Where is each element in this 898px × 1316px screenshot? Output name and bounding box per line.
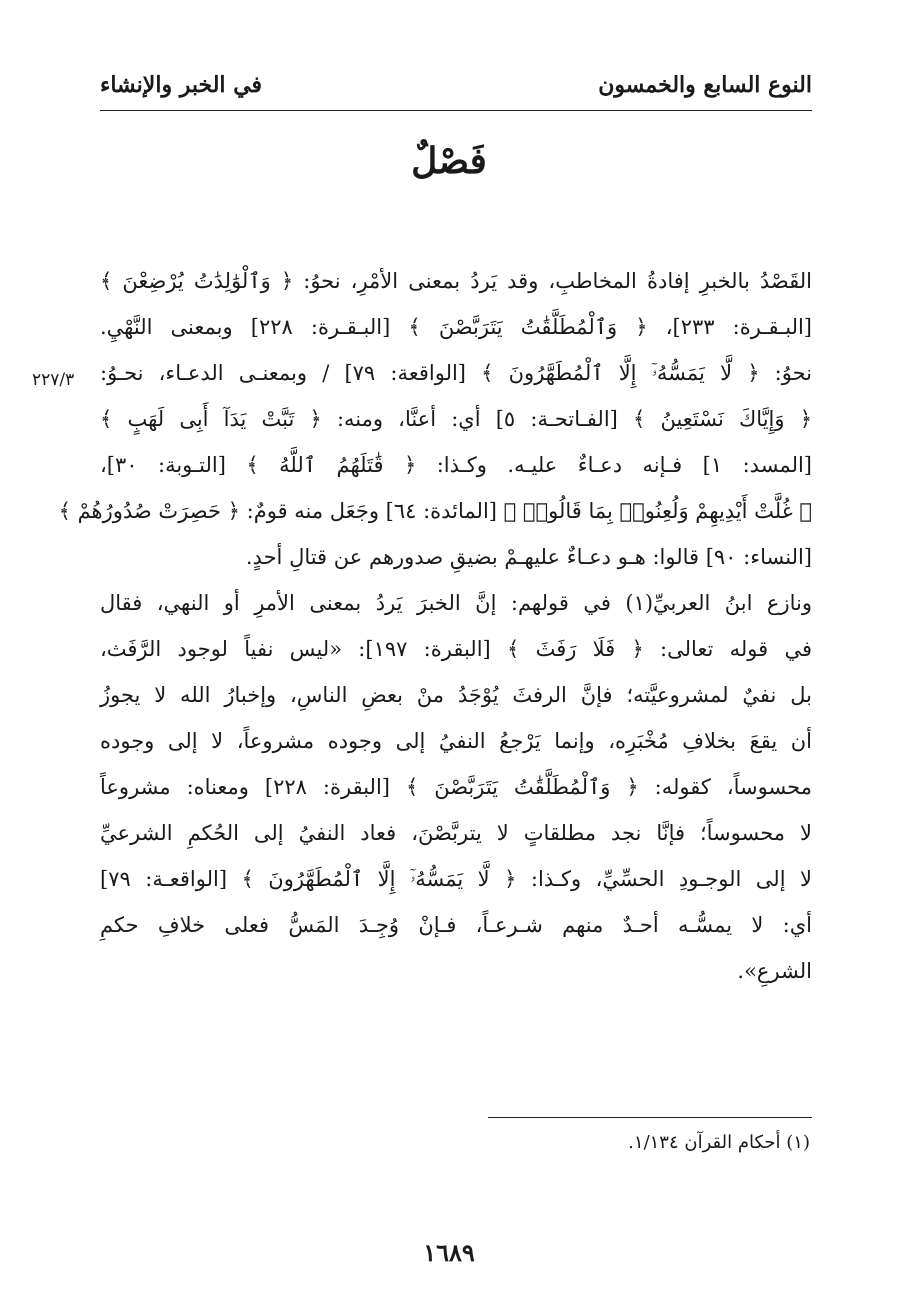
text-line: أي: لا يمسُّـه أحـدٌ منهم شـرعـاً، فـإنْ وُجِـدَ المَسُّ فعلى خلافِ حكمِ (100, 913, 812, 937)
text-line: ﴿ غُلَّتْ أَيْدِيهِمْ وَلُعِنُوا۟ بِمَا قَالُوا۟ ﴾ [المائدة: ٦٤] وجَعَل منه قومٌ: ﴿ حَصِرَتْ صُدُورُهُمْ ﴾ (58, 499, 812, 523)
text-line: بل نفيٌ لمشروعيَّته؛ فإنَّ الرفثَ يُوْجَدُ منْ بعضِ الناسِ، وإخبارُ الله لا يجوزُ (100, 683, 812, 707)
text-line: القَصْدُ بالخبرِ إفادةُ المخاطبِ، وقد يَردُ بمعنى الأمْرِ، نحوُ: ﴿ وَٱلْوَٰلِدَٰتُ يُرْضِعْنَ ﴾ (100, 269, 812, 293)
footnote-divider (488, 1117, 812, 1118)
text-line: [النساء: ٩٠] قالوا: هـو دعـاءٌ عليهـمْ بضيقِ صدورهم عن قتالِ أحدٍ. (245, 545, 812, 569)
margin-reference: ٢٢٧/٣ (32, 370, 75, 390)
section-running-title: في الخبر والإنشاء (100, 72, 263, 98)
header-divider (100, 110, 812, 111)
running-header (100, 72, 812, 108)
text-line: لا إلى الوجـودِ الحسِّيِّ، وكـذا: ﴿ لَّا يَمَسُّهُۥٓ إِلَّا ٱلْمُطَهَّرُونَ ﴾ [الواقعـة: ٧٩] (100, 867, 812, 891)
text-line: ﴿ وَإِيَّاكَ نَسْتَعِينُ ﴾ [الفـاتحـة: ٥] أي: أعنَّا، ومنه: ﴿ تَبَّتْ يَدَآ أَبِى لَهَبٍ ﴾ (100, 407, 812, 431)
text-line: نحوُ: ﴿ لَّا يَمَسُّهُۥٓ إِلَّا ٱلْمُطَهَّرُونَ ﴾ [الواقعة: ٧٩] / وبمعنـى الدعـاء، نحـوُ: (100, 361, 812, 385)
text-line: [البـقـرة: ٢٣٣]، ﴿ وَٱلْمُطَلَّقَٰتُ يَتَرَبَّصْنَ ﴾ [البـقـرة: ٢٢٨] وبمعنى النَّهْيِ. (100, 315, 813, 339)
chapter-title: النوع السابع والخمسون (598, 72, 812, 98)
text-line: الشرعِ». (737, 959, 812, 983)
footnote: (١) أحكام القرآن ١/١٣٤. (628, 1132, 810, 1153)
section-heading: فَصْلٌ (411, 140, 487, 182)
text-line: لا محسوساً؛ فإنَّا نجد مطلقاتٍ لا يتربَّصْنَ، فعاد النفيُ إلى الحُكمِ الشرعيِّ (100, 821, 812, 845)
text-line: ونازع ابنُ العربيِّ(١) في قولهم: إنَّ الخبرَ يَردُ بمعنى الأمرِ أو النهي، فقال (100, 591, 812, 615)
text-line: [المسد: ١] فـإنه دعـاءٌ عليـه. وكـذا: ﴿ قَٰتَلَهُمُ ٱللَّهُ ﴾ [التـوبة: ٣٠]، (100, 453, 812, 477)
body-text (58, 258, 813, 994)
text-line: في قوله تعالى: ﴿ فَلَا رَفَثَ ﴾ [البقرة: ١٩٧]: «ليس نفياً لوجود الرَّفَث، (100, 637, 812, 661)
text-line: محسوساً، كقوله: ﴿ وَٱلْمُطَلَّقَٰتُ يَتَرَبَّصْنَ ﴾ [البقرة: ٢٢٨] ومعناه: مشروعاً (100, 775, 812, 799)
page-number: ١٦٨٩ (423, 1238, 475, 1267)
text-line: أن يقعَ بخلافِ مُخْبَرِه، وإنما يَرْجعُ النفيُ إلى وجوده مشروعاً، لا إلى وجوده (100, 729, 812, 753)
